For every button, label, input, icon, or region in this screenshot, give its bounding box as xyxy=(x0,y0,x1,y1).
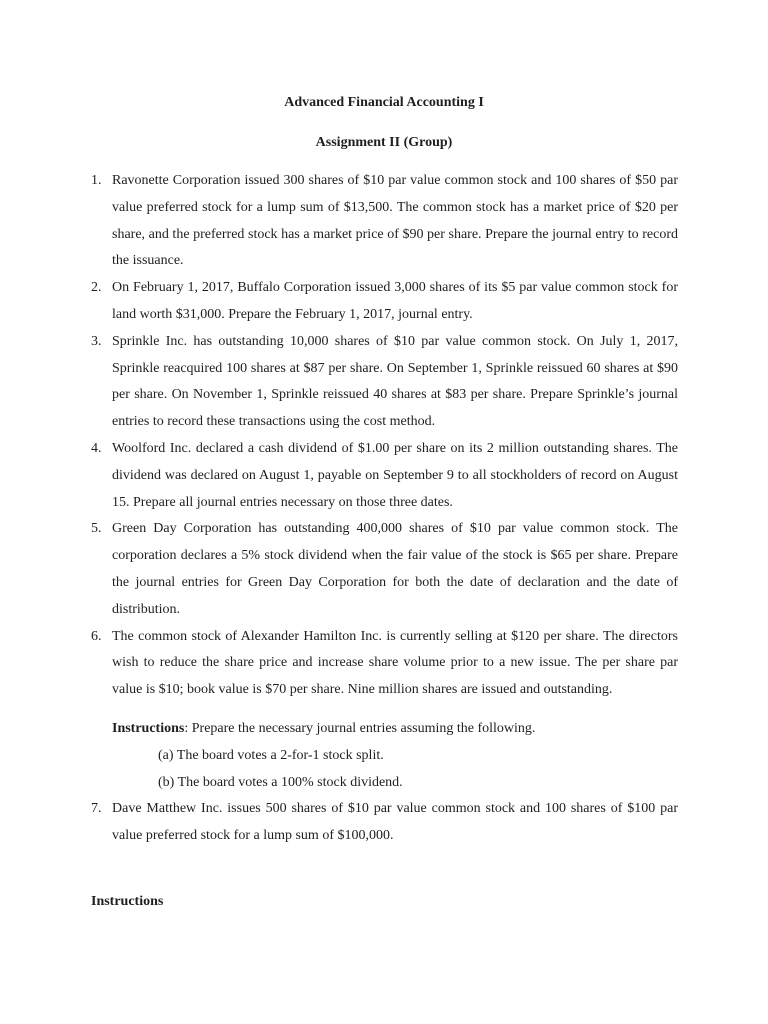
question-number: 3. xyxy=(91,333,102,349)
instructions-label: Instructions xyxy=(112,720,185,736)
assignment-subtitle: Assignment II (Group) xyxy=(315,135,453,150)
question-number: 1. xyxy=(91,173,102,188)
question-item xyxy=(91,624,678,797)
sub-item: (b) The board votes a 100% stock dividend. xyxy=(158,774,403,790)
instructions-text: : Prepare the necessary journal entries assuming the following. xyxy=(184,720,536,736)
question-instructions xyxy=(112,716,678,743)
question-text: Woolford Inc. declared a cash dividend of $1.00 per share on its 2 million outstanding shares. The dividend was declared on August 1, payable on September 9 to all stockholders of record on August 15. Prepare all journal entries necessary on those three dates. xyxy=(112,440,678,510)
instructions-heading: Instructions xyxy=(91,894,164,909)
question-text: Dave Matthew Inc. issues 500 shares of $10 par value common stock and 100 shares of $100 par value preferred stock for a lump sum of $100,000. xyxy=(112,801,678,844)
question-item xyxy=(91,275,678,329)
question-number: 2. xyxy=(91,280,102,296)
question-list xyxy=(91,168,678,850)
document-title: Advanced Financial Accounting I xyxy=(284,95,484,110)
question-text: On February 1, 2017, Buffalo Corporation issued 3,000 shares of its $5 par value common stock for land worth $31,000. Prepare the February 1, 2017, journal entry. xyxy=(112,280,678,322)
question-number: 4. xyxy=(91,440,102,456)
question-number: 7. xyxy=(91,801,102,817)
question-text: Sprinkle Inc. has outstanding 10,000 shares of $10 par value common stock. On July 1, 2017, Sprinkle reacquired 100 shares at $87 per share. On September 1, Sprinkle reissued 60 shares at $90 per share. On November 1, Sprinkle reissued 40 shares at $83 per share. Prepare Sprinkle’s journal entries to record these transactions using the cost method. xyxy=(112,333,678,430)
question-number: 6. xyxy=(91,628,102,644)
question-text: Ravonette Corporation issued 300 shares of $10 par value common stock and 100 shares of $50 par value preferred stock for a lump sum of $13,500. The common stock has a market price of $20 per share, and the preferred stock has a market price of $90 per share. Prepare the journal entry to record the issuance. xyxy=(112,173,678,269)
question-item xyxy=(91,329,678,436)
question-item xyxy=(91,796,678,850)
question-item xyxy=(91,516,678,623)
question-item xyxy=(91,436,678,516)
question-text: The common stock of Alexander Hamilton Inc. is currently selling at $120 per share. The directors wish to reduce the share price and increase share volume prior to a new issue. The per share par value is $10; book value is $70 per share. Nine million shares are issued and outstanding. xyxy=(112,628,678,698)
question-number: 5. xyxy=(91,521,102,537)
sub-item: (a) The board votes a 2-for-1 stock split. xyxy=(158,747,384,763)
question-item xyxy=(91,168,678,275)
question-text: Green Day Corporation has outstanding 400,000 shares of $10 par value common stock. The corporation declares a 5% stock dividend when the fair value of the stock is $65 per share. Prepare the journal entries for Green Day Corporation for both the date of declaration and the date of distribution. xyxy=(112,521,678,617)
